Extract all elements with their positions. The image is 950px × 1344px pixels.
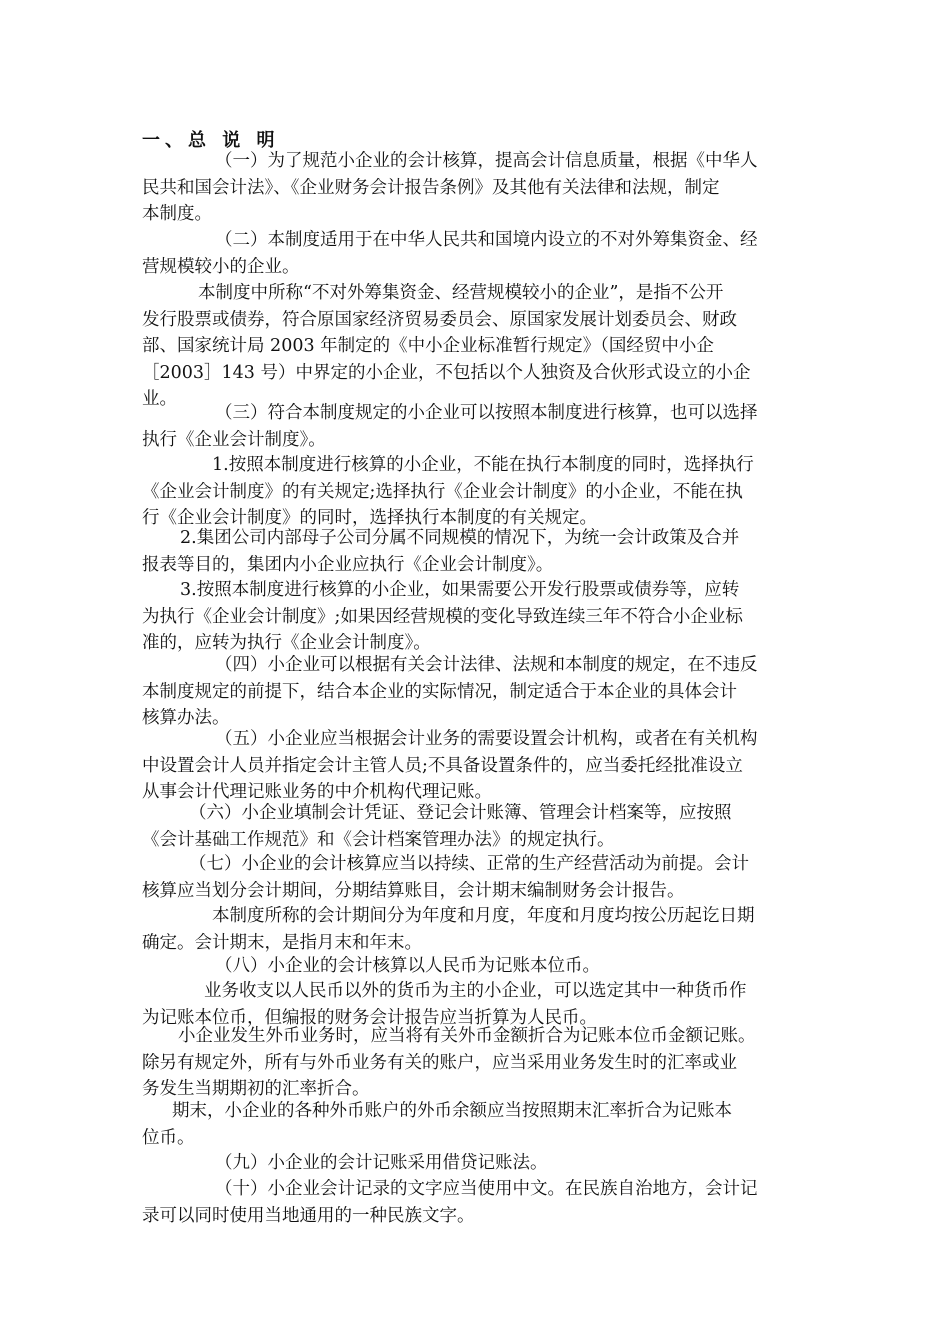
text-line: 部、国家统计局 2003 年制定的《中小企业标准暂行规定》（国经贸中小企 (142, 336, 714, 356)
text-line: 业务收支以人民币以外的货币为主的小企业，可以选定其中一种货币作 (204, 981, 747, 1001)
text-line: 位币。 (142, 1127, 195, 1148)
text-line: 中设置会计人员并指定会计主管人员;不具备设置条件的，应当委托经批准设立 (142, 755, 743, 776)
text-line: 确定。会计期末，是指月末和年末。 (142, 932, 422, 953)
text-line: 《会计基础工作规范》和《会计档案管理办法》的规定执行。 (142, 829, 615, 850)
text-line: （五）小企业应当根据会计业务的需要设置会计机构，或者在有关机构 (215, 729, 758, 749)
text-line: 本制度中所称“不对外筹集资金、经营规模较小的企业”，是指不公开 (198, 283, 724, 303)
text-line: 民共和国会计法》、《企业财务会计报告条例》及其他有关法律和法规，制定 (142, 177, 720, 198)
text-line: 营规模较小的企业。 (142, 256, 300, 277)
text-line: 1.按照本制度进行核算的小企业，不能在执行本制度的同时，选择执行 (212, 455, 754, 475)
text-line: 准的，应转为执行《企业会计制度》。 (142, 633, 431, 653)
paragraph-accounting-period (142, 903, 822, 956)
text-line: 核算应当划分会计期间，分期结算账目，会计期末编制财务会计报告。 (142, 880, 685, 901)
text-line: 为执行《企业会计制度》;如果因经营规模的变化导致连续三年不符合小企业标 (142, 606, 743, 627)
text-line: 《企业会计制度》的有关规定;选择执行《企业会计制度》的小企业，不能在执 (142, 481, 743, 502)
text-line: 行《企业会计制度》的同时，选择执行本制度的有关规定。 (142, 508, 597, 528)
paragraph-general-3 (142, 400, 822, 453)
paragraph-period-end (142, 1098, 822, 1151)
paragraph-general-7 (142, 851, 822, 904)
section-heading: 一、总 说 明 (142, 130, 280, 151)
paragraph-general-1 (142, 148, 822, 228)
text-line: 本制度所称的会计期间分为年度和月度，年度和月度均按公历起讫日期 (212, 906, 755, 926)
text-line: 2.集团公司内部母子公司分属不同规模的情况下，为统一会计政策及合并 (180, 528, 740, 548)
text-line: （八）小企业的会计核算以人民币为记账本位币。 (215, 956, 600, 976)
text-line: 小企业发生外币业务时，应当将有关外币金额折合为记账本位币金额记账。 (178, 1026, 756, 1046)
text-line: ［2003］143 号）中界定的小企业，不包括以个人独资及合伙形式设立的小企 (142, 362, 751, 383)
text-line: 录可以同时使用当地通用的一种民族文字。 (142, 1205, 475, 1226)
text-line: （三）符合本制度规定的小企业可以按照本制度进行核算，也可以选择 (215, 403, 758, 423)
text-line: （九）小企业的会计记账采用借贷记账法。 (215, 1153, 548, 1173)
paragraph-item-3 (142, 577, 822, 657)
text-line: 核算办法。 (142, 708, 230, 728)
text-line: 报表等目的，集团内小企业应执行《企业会计制度》。 (142, 554, 554, 575)
paragraph-general-6 (142, 800, 822, 853)
text-line: （四）小企业可以根据有关会计法律、法规和本制度的规定，在不违反 (215, 655, 758, 675)
text-line: 务发生当期期初的汇率折合。 (142, 1079, 370, 1099)
text-line: 3.按照本制度进行核算的小企业，如果需要公开发行股票或债券等，应转 (180, 580, 740, 600)
text-line: （六）小企业填制会计凭证、登记会计账簿、管理会计档案等，应按照 (189, 803, 732, 823)
paragraph-foreign-currency (142, 1023, 822, 1103)
text-line: 期末，小企业的各种外币账户的外币余额应当按照期末汇率折合为记账本 (172, 1101, 732, 1121)
paragraph-general-9 (142, 1150, 822, 1177)
text-line: 本制度。 (142, 204, 212, 224)
paragraph-item-2 (142, 525, 822, 578)
text-line: 除另有规定外，所有与外币业务有关的账户，应当采用业务发生时的汇率或业 (142, 1052, 737, 1073)
text-line: 发行股票或债券，符合原国家经济贸易委员会、原国家发展计划委员会、财政 (142, 309, 737, 330)
text-line: 从事会计代理记账业务的中介机构代理记账。 (142, 782, 492, 802)
text-line: 为记账本位币，但编报的财务会计报告应当折算为人民币。 (142, 1007, 597, 1028)
paragraph-item-1 (142, 452, 822, 532)
text-line: 本制度规定的前提下，结合本企业的实际情况，制定适合于本企业的具体会计 (142, 681, 737, 702)
paragraph-general-10 (142, 1176, 822, 1229)
paragraph-general-2 (142, 227, 822, 280)
text-line: 业。 (142, 389, 177, 409)
text-line: （一）为了规范小企业的会计核算，提高会计信息质量，根据《中华人 (215, 151, 758, 171)
paragraph-general-5 (142, 726, 822, 806)
text-line: （七）小企业的会计核算应当以持续、正常的生产经营活动为前提。会计 (189, 854, 749, 874)
text-line: （十）小企业会计记录的文字应当使用中文。在民族自治地方，会计记 (215, 1179, 758, 1199)
paragraph-general-4 (142, 652, 822, 732)
paragraph-definition (142, 280, 822, 413)
paragraph-general-8 (142, 953, 822, 980)
text-line: 执行《企业会计制度》。 (142, 429, 326, 450)
text-line: （二）本制度适用于在中华人民共和国境内设立的不对外筹集资金、经 (215, 230, 758, 250)
